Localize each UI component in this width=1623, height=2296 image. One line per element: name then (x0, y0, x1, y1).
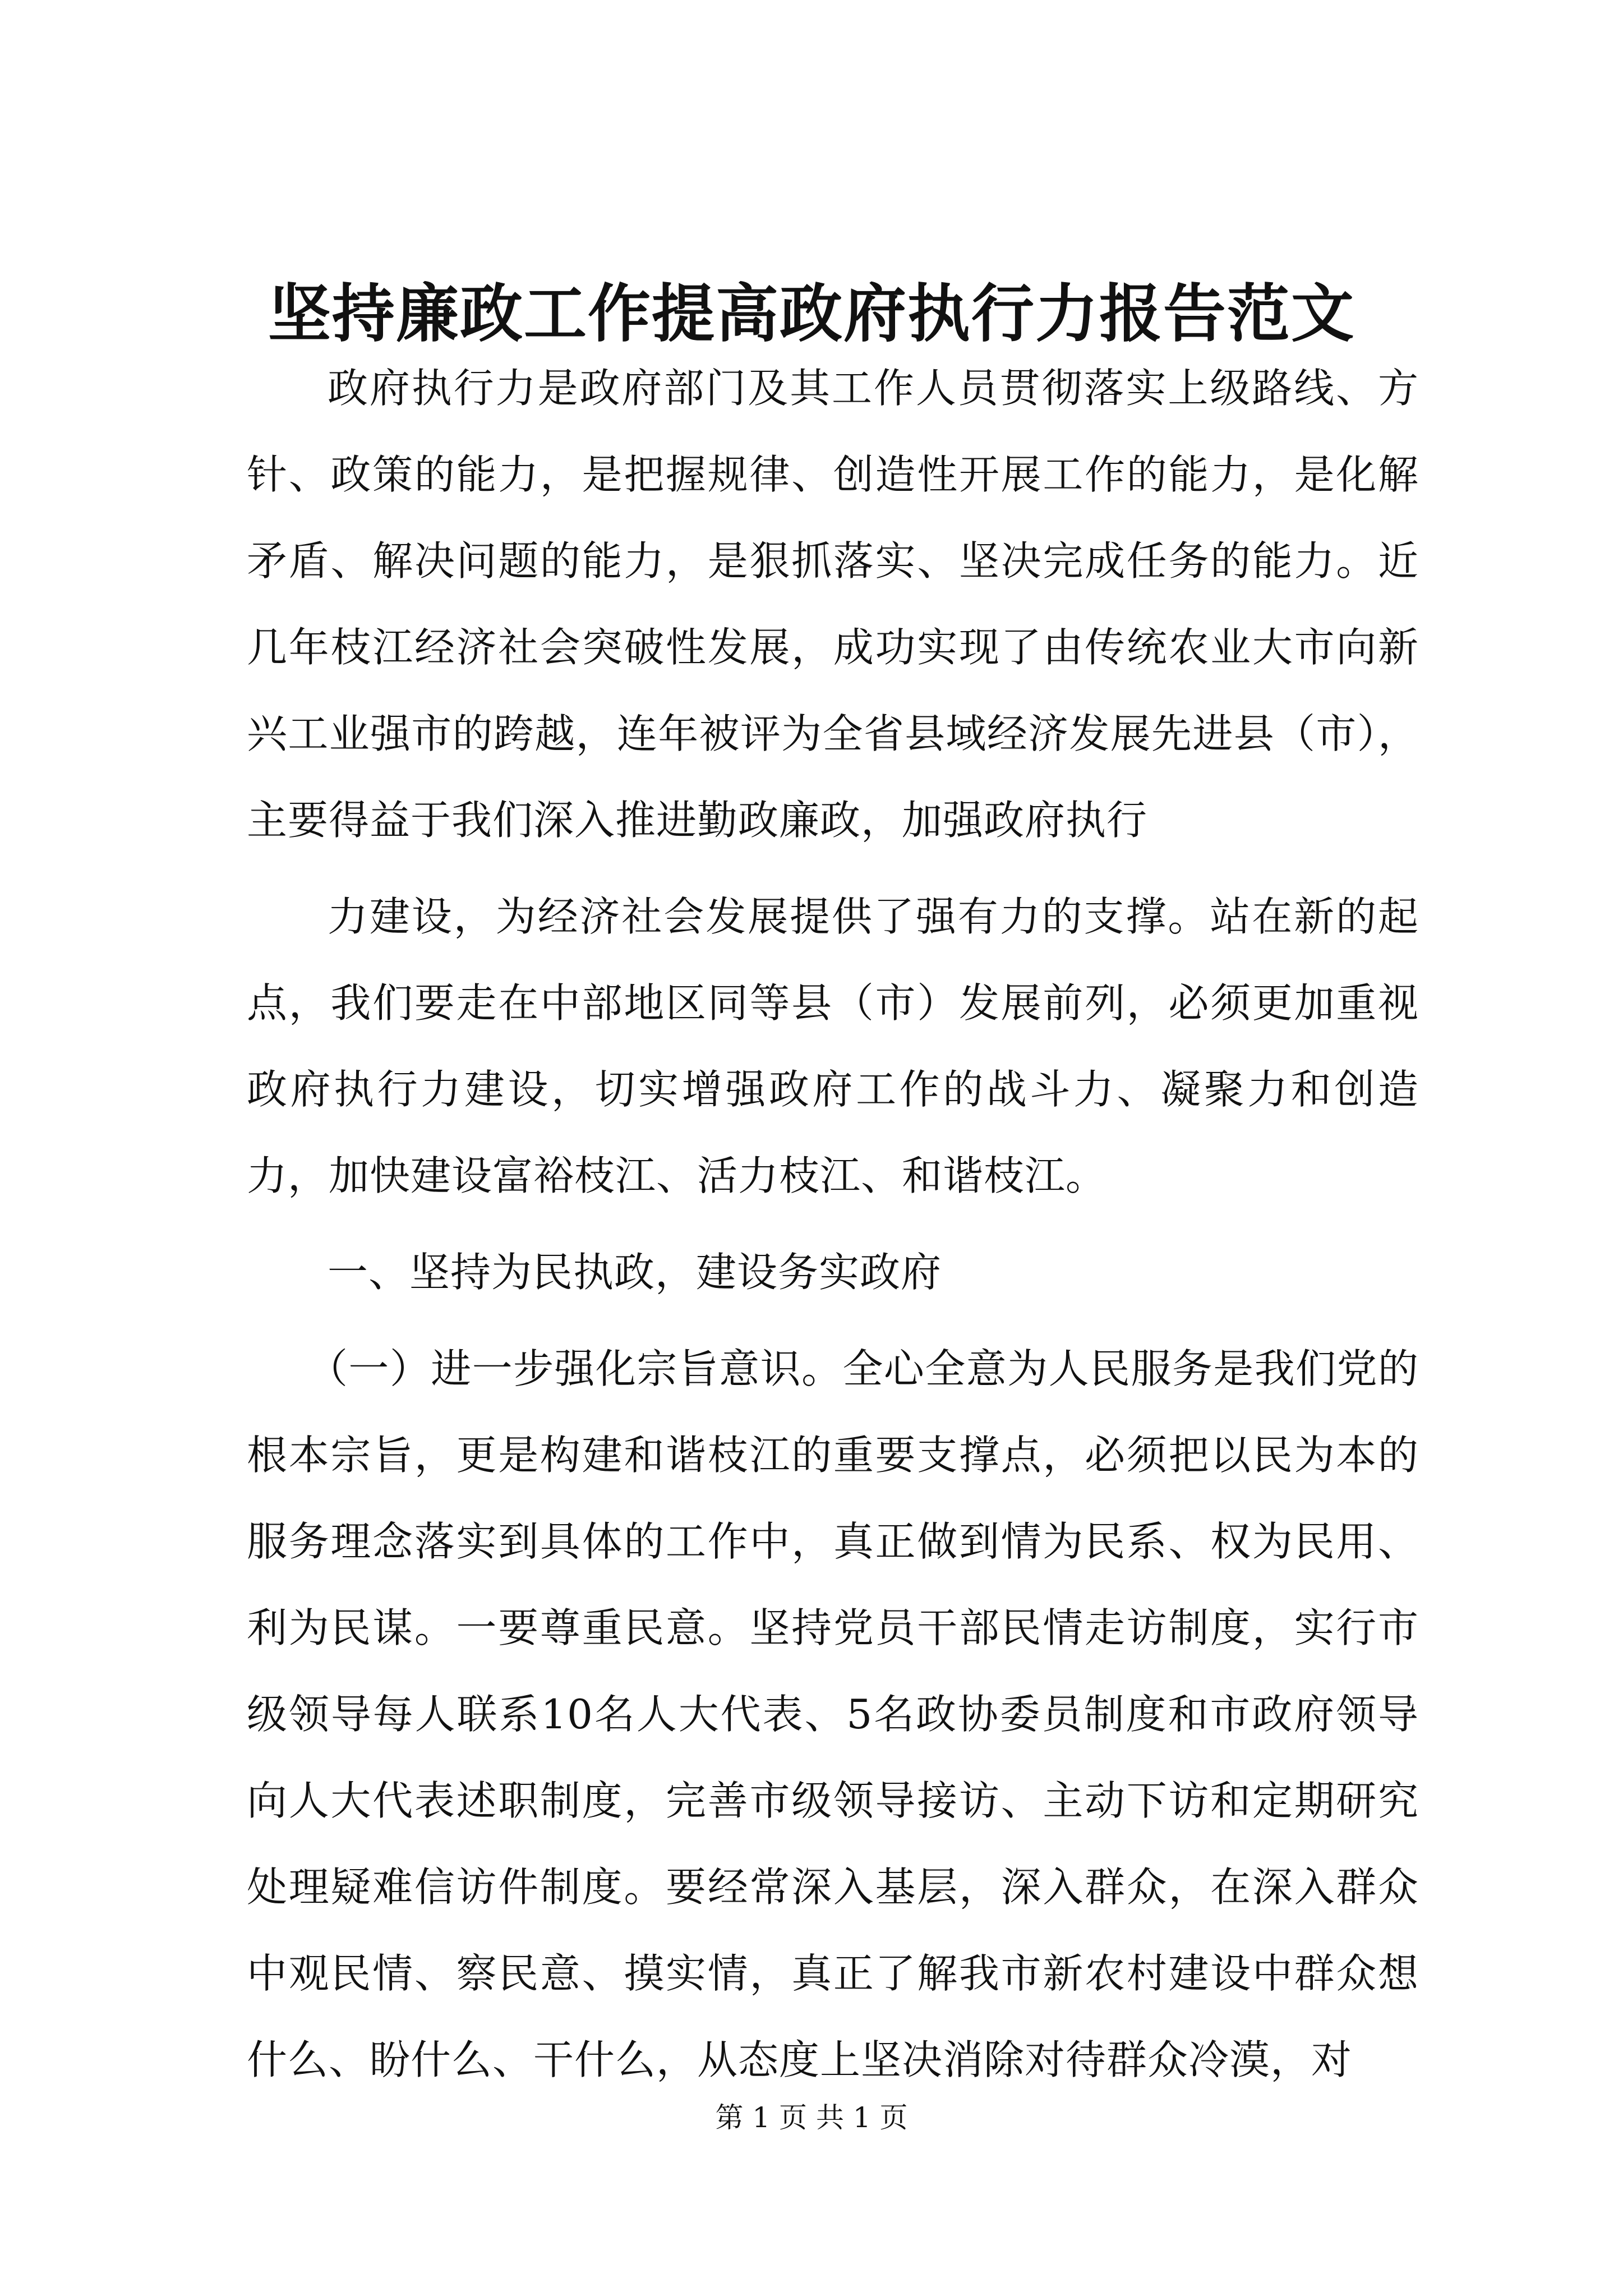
section-heading: 一、坚持为民执政，建设务实政府 (328, 1249, 942, 1296)
document-body (247, 345, 1419, 2103)
document-title: 坚持廉政工作提高政府执行力报告范文 (268, 277, 1355, 351)
paragraph-3: （一）进一步强化宗旨意识。全心全意为人民服务是我们党的根本宗旨，更是构建和谐枝江的重要支撑点，必须把以民为本的服务理念落实到具体的工作中，真正做到情为民系、权为民用、利为民谋。一要尊重民意。坚持党员干部民情走访制度，实行市级领导每人联系10名人大代表、5名政协委员制度和市政府领导向人大代表述职制度，完善市级领导接访、主动下访和定期研究处理疑难信访件制度。要经常深入基层，深入群众，在深入群众中观民情、察民意、摸实情，真正了解我市新农村建设中群众想什么、盼什么、干什么，从态度上坚决消除对待群众冷漠，对 (247, 1345, 1419, 2083)
paragraph-2: 力建设，为经济社会发展提供了强有力的支撑。站在新的起点，我们要走在中部地区同等县（市）发展前列，必须更加重视政府执行力建设，切实增强政府工作的战斗力、凝聚力和创造力，加快建设富裕枝江、活力枝江、和谐枝江。 (247, 893, 1419, 1199)
page-footer: 第 1 页 共 1 页 (715, 2101, 908, 2134)
paragraph-1: 政府执行力是政府部门及其工作人员贯彻落实上级路线、方针、政策的能力，是把握规律、创造性开展工作的能力，是化解矛盾、解决问题的能力，是狠抓落实、坚决完成任务的能力。近几年枝江经济社会突破性发展，成功实现了由传统农业大市向新兴工业强市的跨越，连年被评为全省县域经济发展先进县（市），主要得益于我们深入推进勤政廉政，加强政府执行 (247, 365, 1419, 844)
